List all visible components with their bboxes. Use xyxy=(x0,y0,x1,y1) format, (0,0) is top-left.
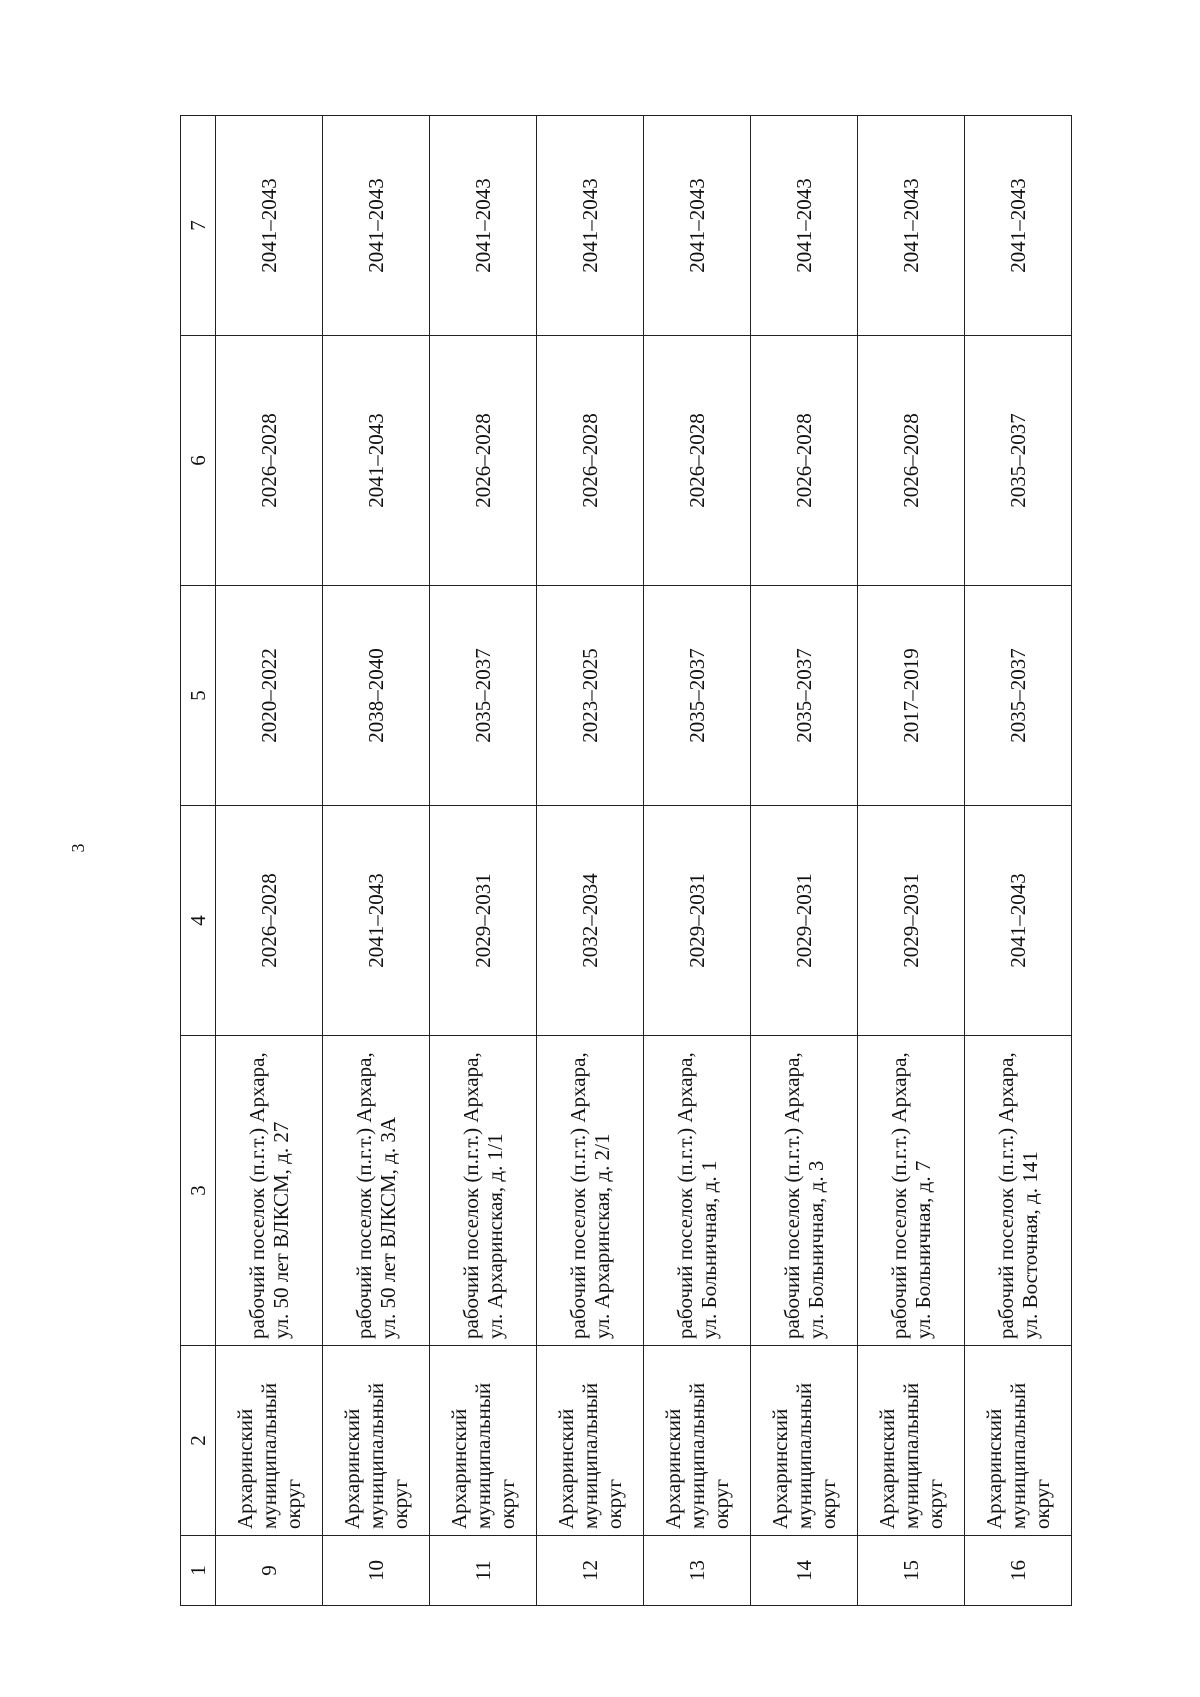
period-cell-7: 2041–2043 xyxy=(537,116,644,336)
period-cell-7: 2041–2043 xyxy=(430,116,537,336)
table-row xyxy=(323,116,430,1606)
address-cell: рабочий поселок (п.г.т.) Архара, ул. 50 лет ВЛКСМ, д. 3А xyxy=(323,1036,430,1346)
row-number: 10 xyxy=(323,1536,430,1606)
period-cell-5: 2035–2037 xyxy=(965,586,1072,806)
district-cell: Архаринский муниципальный округ xyxy=(965,1346,1072,1536)
row-number: 15 xyxy=(858,1536,965,1606)
period-cell-6: 2041–2043 xyxy=(323,336,430,586)
column-header: 7 xyxy=(181,116,216,336)
page-number: 3 xyxy=(68,843,88,853)
row-number: 12 xyxy=(537,1536,644,1606)
row-number: 9 xyxy=(216,1536,323,1606)
period-cell-5: 2035–2037 xyxy=(751,586,858,806)
period-cell-7: 2041–2043 xyxy=(751,116,858,336)
address-cell: рабочий поселок (п.г.т.) Архара, ул. Больничная, д. 3 xyxy=(751,1036,858,1346)
row-number: 14 xyxy=(751,1536,858,1606)
table-row xyxy=(751,116,858,1606)
period-cell-5: 2038–2040 xyxy=(323,586,430,806)
column-header: 2 xyxy=(181,1346,216,1536)
district-cell: Архаринский муниципальный округ xyxy=(751,1346,858,1536)
period-cell-4: 2041–2043 xyxy=(323,806,430,1036)
period-cell-7: 2041–2043 xyxy=(323,116,430,336)
address-cell: рабочий поселок (п.г.т.) Архара, ул. Восточная, д. 141 xyxy=(965,1036,1072,1346)
row-number: 16 xyxy=(965,1536,1072,1606)
address-cell: рабочий поселок (п.г.т.) Архара, ул. Больничная, д. 1 xyxy=(644,1036,751,1346)
table-row xyxy=(537,116,644,1606)
table-row xyxy=(858,116,965,1606)
district-cell: Архаринский муниципальный округ xyxy=(323,1346,430,1536)
column-header: 6 xyxy=(181,336,216,586)
column-header: 1 xyxy=(181,1536,216,1606)
period-cell-5: 2035–2037 xyxy=(644,586,751,806)
period-cell-6: 2026–2028 xyxy=(751,336,858,586)
period-cell-4: 2041–2043 xyxy=(965,806,1072,1036)
column-header: 5 xyxy=(181,586,216,806)
row-number: 13 xyxy=(644,1536,751,1606)
table-row xyxy=(965,116,1072,1606)
column-header: 3 xyxy=(181,1036,216,1346)
period-cell-7: 2041–2043 xyxy=(216,116,323,336)
period-cell-6: 2026–2028 xyxy=(430,336,537,586)
period-cell-5: 2023–2025 xyxy=(537,586,644,806)
period-cell-4: 2026–2028 xyxy=(216,806,323,1036)
table-row xyxy=(430,116,537,1606)
address-cell: рабочий поселок (п.г.т.) Архара, ул. Архаринская, д. 1/1 xyxy=(430,1036,537,1346)
address-cell: рабочий поселок (п.г.т.) Архара, ул. 50 лет ВЛКСМ, д. 27 xyxy=(216,1036,323,1346)
period-cell-4: 2029–2031 xyxy=(751,806,858,1036)
period-cell-7: 2041–2043 xyxy=(858,116,965,336)
period-cell-6: 2026–2028 xyxy=(537,336,644,586)
row-number: 11 xyxy=(430,1536,537,1606)
column-header: 4 xyxy=(181,806,216,1036)
period-cell-5: 2017–2019 xyxy=(858,586,965,806)
period-cell-6: 2026–2028 xyxy=(858,336,965,586)
period-cell-7: 2041–2043 xyxy=(965,116,1072,336)
period-cell-5: 2035–2037 xyxy=(430,586,537,806)
district-cell: Архаринский муниципальный округ xyxy=(430,1346,537,1536)
period-cell-4: 2029–2031 xyxy=(430,806,537,1036)
district-cell: Архаринский муниципальный округ xyxy=(537,1346,644,1536)
schedule-table-wrapper xyxy=(180,116,1070,1606)
period-cell-7: 2041–2043 xyxy=(644,116,751,336)
district-cell: Архаринский муниципальный округ xyxy=(858,1346,965,1536)
table-row xyxy=(216,116,323,1606)
period-cell-6: 2026–2028 xyxy=(644,336,751,586)
header-row xyxy=(181,116,216,1606)
district-cell: Архаринский муниципальный округ xyxy=(216,1346,323,1536)
period-cell-4: 2029–2031 xyxy=(644,806,751,1036)
period-cell-5: 2020–2022 xyxy=(216,586,323,806)
table-row xyxy=(644,116,751,1606)
address-cell: рабочий поселок (п.г.т.) Архара, ул. Больничная, д. 7 xyxy=(858,1036,965,1346)
period-cell-4: 2032–2034 xyxy=(537,806,644,1036)
period-cell-4: 2029–2031 xyxy=(858,806,965,1036)
period-cell-6: 2035–2037 xyxy=(965,336,1072,586)
address-cell: рабочий поселок (п.г.т.) Архара, ул. Архаринская, д. 2/1 xyxy=(537,1036,644,1346)
district-cell: Архаринский муниципальный округ xyxy=(644,1346,751,1536)
schedule-table xyxy=(180,115,1072,1606)
period-cell-6: 2026–2028 xyxy=(216,336,323,586)
